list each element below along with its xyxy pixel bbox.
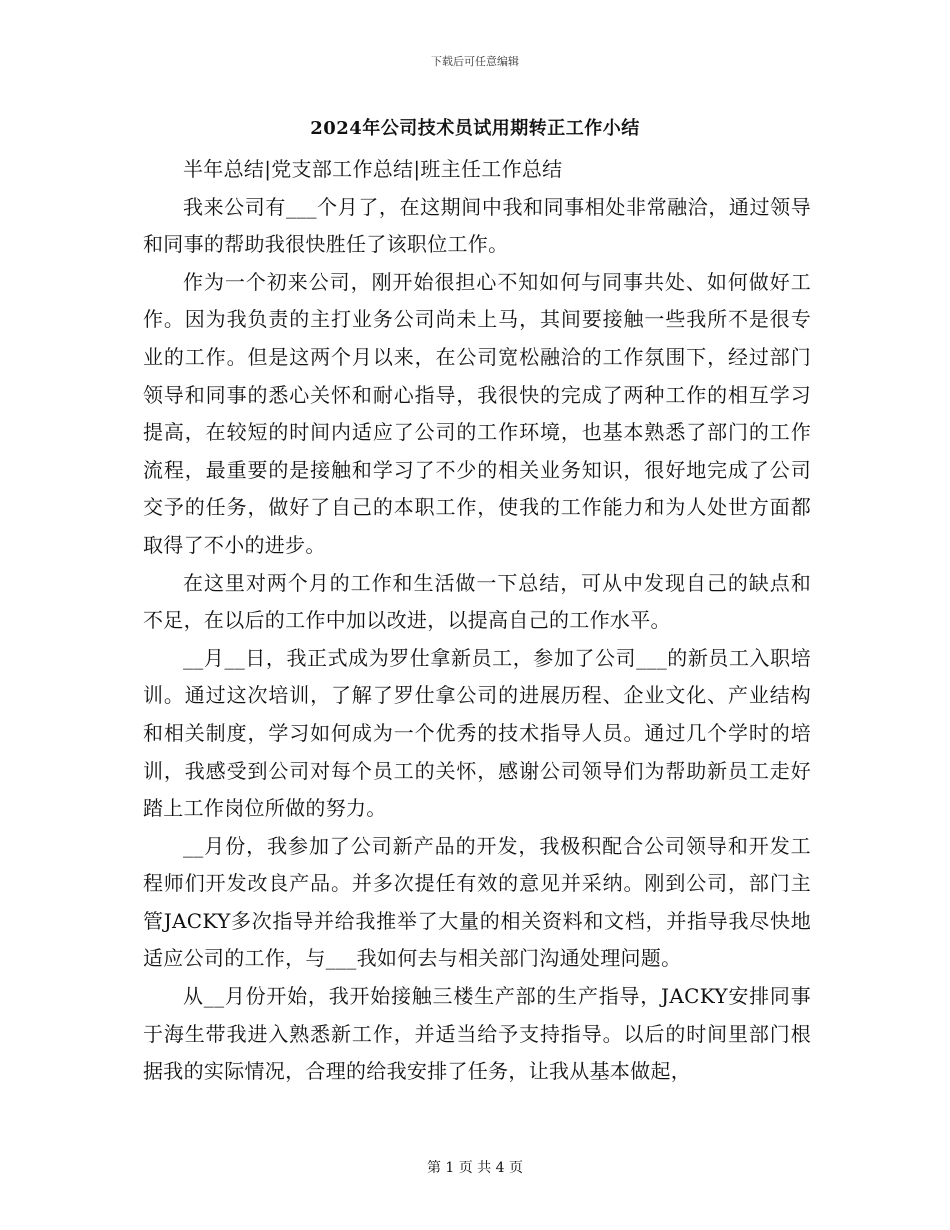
paragraph: 作为一个初来公司，刚开始很担心不知如何与同事共处、如何做好工作。因为我负责的主打业务公司尚未上马，其间要接触一些我所不是很专业的工作。但是这两个月以来，在公司宽松融洽的工作氛围下，经过部门领导和同事的悉心关怀和耐心指导，我很快的完成了两种工作的相互学习提高，在较短的时间内适应了公司的工作环境，也基本熟悉了部门的工作流程，最重要的是接触和学习了不少的相关业务知识，很好地完成了公司交予的任务，做好了自己的本职工作，使我的工作能力和为人处世方面都取得了不小的进步。: [143, 269, 811, 557]
paragraph: __月份，我参加了公司新产品的开发，我极积配合公司领导和开发工程师们开发改良产品。并多次提任有效的意见并采纳。刚到公司，部门主管JACKY多次指导并给我推举了大量的相关资料和文档，并指导我尽快地适应公司的工作，与___我如何去与相关部门沟通处理问题。: [143, 833, 811, 971]
paragraph: 从__月份开始，我开始接触三楼生产部的生产指导，JACKY安排同事于海生带我进入熟悉新工作，并适当给予支持指导。以后的时间里部门根据我的实际情况，合理的给我安排了任务，让我从基本做起，: [143, 984, 811, 1084]
document-body: [143, 151, 811, 1091]
paragraph: 在这里对两个月的工作和生活做一下总结，可从中发现自己的缺点和不足，在以后的工作中加以改进，以提高自己的工作水平。: [143, 570, 811, 633]
page-footer: 第 1 页 共 4 页: [426, 1160, 524, 1176]
header-note: 下载后可任意编辑: [431, 55, 519, 68]
paragraph-tags: 半年总结|党支部工作总结|班主任工作总结: [183, 157, 563, 181]
paragraph: __月__日，我正式成为罗仕拿新员工，参加了公司___的新员工入职培训。通过这次培训，了解了罗仕拿公司的进展历程、企业文化、产业结构和相关制度，学习如何成为一个优秀的技术指导人员。通过几个学时的培训，我感受到公司对每个员工的关怀，感谢公司领导们为帮助新员工走好踏上工作岗位所做的努力。: [143, 645, 811, 821]
document-title: 2024年公司技术员试用期转正工作小结: [310, 118, 640, 139]
paragraph: 我来公司有___个月了，在这期间中我和同事相处非常融洽，通过领导和同事的帮助我很快胜任了该职位工作。: [143, 194, 811, 257]
